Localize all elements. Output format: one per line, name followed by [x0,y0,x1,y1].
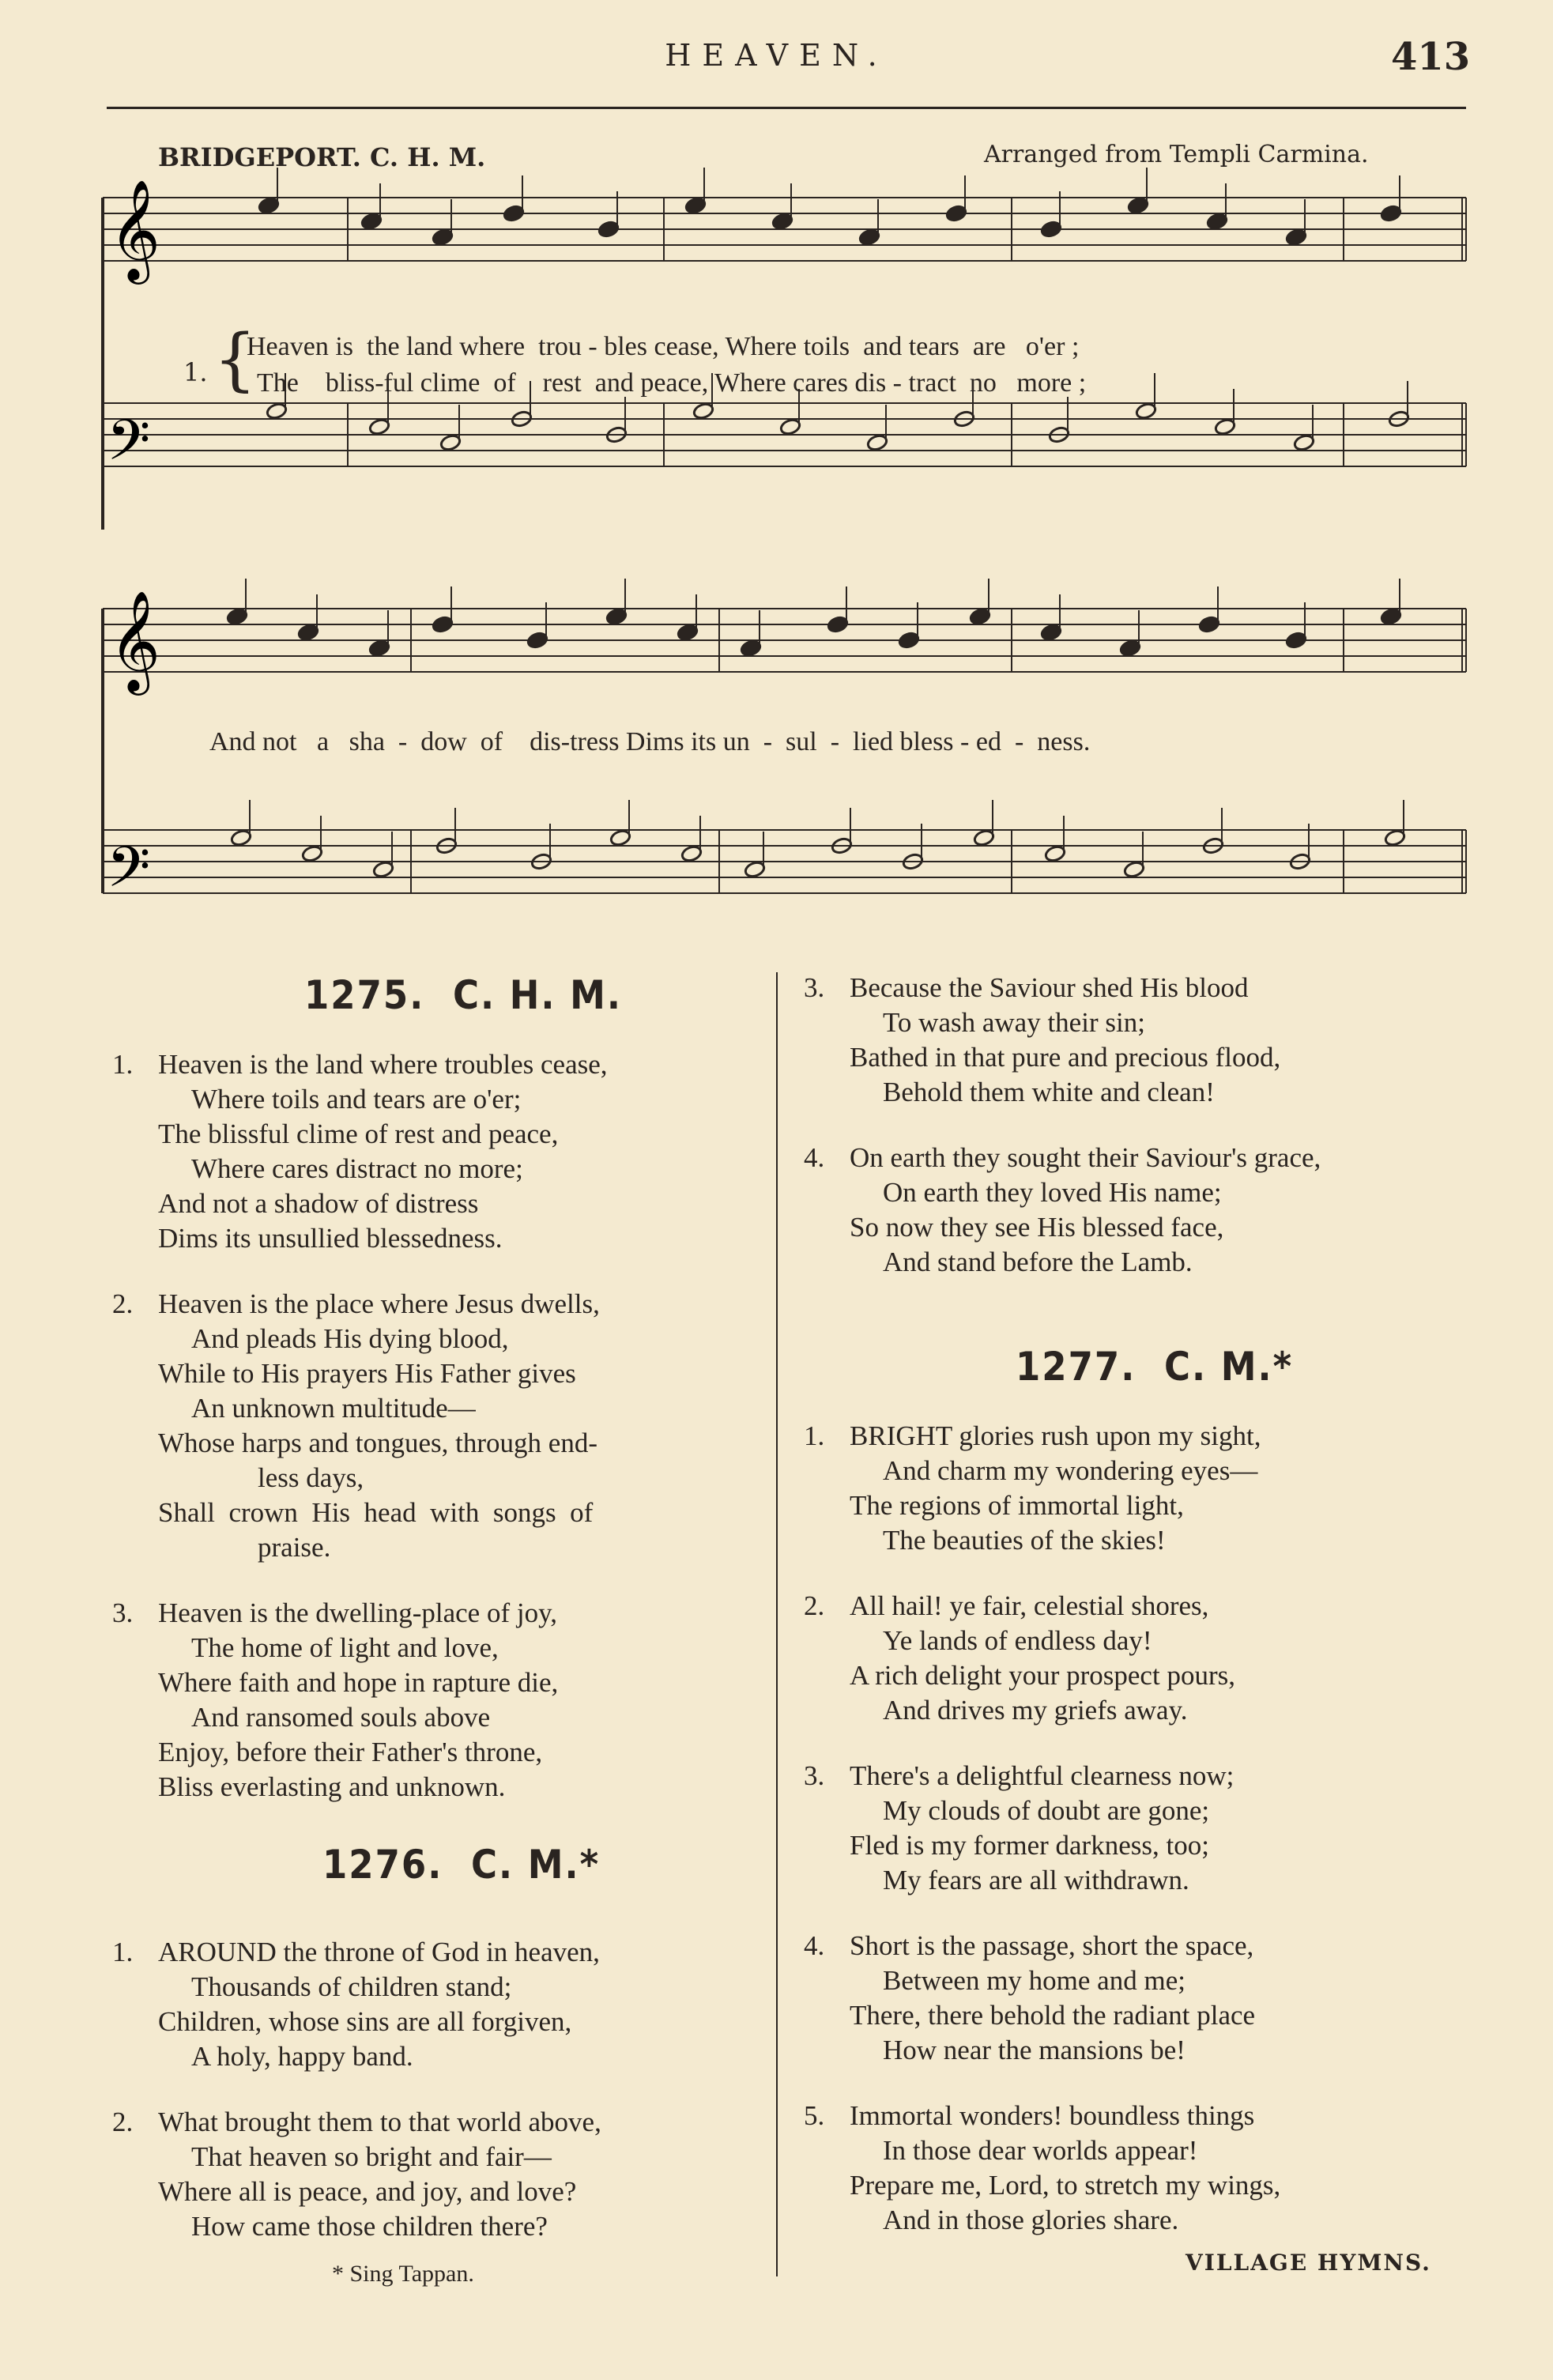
stanza-line: Dims its unsullied blessedness. [158,1223,503,1254]
bass-note [372,860,394,878]
stanza-line: Where all is peace, and joy, and love? [158,2176,577,2207]
bass-note [866,433,888,451]
stanza-line: My clouds of doubt are gone; [883,1795,1210,1826]
treble-note [1040,220,1062,238]
stanza-line: Heaven is the place where Jesus dwells, [158,1288,600,1319]
stanza [112,1287,608,1565]
stanza-line: Bathed in that pure and precious flood, [850,1042,1281,1073]
bass-note [680,844,703,862]
hymn-1276-text-b [804,971,1321,1311]
stanza-line: A holy, happy band. [191,2041,413,2072]
bass-note [1214,417,1236,436]
bass-note [1135,402,1157,420]
treble-note [1040,623,1062,641]
stanza-line: Heaven is the dwelling-place of joy, [158,1597,558,1628]
stanza-line: And drives my griefs away. [883,1695,1188,1726]
stanza-line: The beauties of the skies! [883,1525,1166,1556]
stanza-line: That heaven so bright and fair— [191,2141,552,2172]
stanza-line: The blissful clime of rest and peace, [158,1118,559,1149]
hymn-number: 1276. [322,1842,443,1888]
stanza-number: 4. [804,1142,825,1173]
treble-note [368,639,390,657]
stanza-number: 4. [804,1930,825,1961]
stanza-line: The regions of immortal light, [850,1490,1184,1521]
treble-note [677,623,699,641]
bass-note [1293,433,1315,451]
stanza [112,1047,608,1256]
hymn-1275-heading [304,972,622,1018]
treble-note [432,228,454,246]
bass-note [368,417,390,436]
stanza-line: While to His prayers His Father gives [158,1358,576,1389]
treble-note [1380,204,1402,222]
stanza-line: And charm my wondering eyes— [883,1455,1258,1486]
treble-note [858,228,880,246]
stanza-number: 2. [804,1590,825,1621]
stanza-line: How came those children there? [191,2211,548,2242]
stanza-line: praise. [258,1532,331,1563]
staff-systems [103,168,1466,914]
treble-note [684,196,707,214]
stanza-line: There's a delightful clearness now; [850,1760,1234,1791]
stanza-line: Behold them white and clean! [883,1077,1215,1107]
stanza-line: AROUND the throne of God in heaven, [158,1937,600,1967]
treble-clef: 𝄞 [109,179,161,280]
stanza-line: My fears are all withdrawn. [883,1865,1189,1895]
treble-note [945,204,967,222]
treble-note [526,631,548,649]
stanza [804,1759,1280,1898]
verse-number: 1. [183,357,208,387]
treble-note [1198,615,1220,633]
stanza-line: Children, whose sins are all forgiven, [158,2006,572,2037]
bass-clef: 𝄢 [107,408,151,487]
stanza-number: 2. [112,1288,134,1319]
treble-note [226,607,248,625]
stanza-line: Enjoy, before their Father's throne, [158,1737,543,1767]
hymn-1277-text [804,1419,1281,2269]
stanza-number: 1. [112,1049,134,1080]
treble-note [771,212,793,230]
stanza-line: Thousands of children stand; [191,1971,512,2002]
stanza [804,1589,1280,1728]
stanza-line: BRIGHT glories rush upon my sight, [850,1420,1261,1451]
treble-note [1119,639,1141,657]
treble-note [1285,228,1307,246]
bass-note [266,402,288,420]
stanza-line: And ransomed souls above [191,1702,491,1733]
stanza-number: 5. [804,2100,825,2131]
stanza-line: Prepare me, Lord, to stretch my wings, [850,2170,1281,2201]
stanza-number: 1. [804,1420,825,1451]
stanza [804,1929,1280,2068]
stanza [804,1141,1321,1280]
hymn-meter: C. M.* [1163,1344,1294,1390]
stanza [112,1935,601,2074]
stanza-line: Where toils and tears are o'er; [191,1084,522,1115]
music-score [0,0,1553,949]
source-credit: VILLAGE HYMNS. [1185,2250,1431,2276]
stanza-line: And in those glories share. [883,2205,1179,2235]
hymn-1275-text [112,1047,608,1835]
stanza-line: A rich delight your prospect pours, [850,1660,1235,1691]
stanza-number: 3. [804,972,825,1003]
hymn-meter: C. M.* [470,1842,601,1888]
stanza-line: Where cares distract no more; [191,1153,523,1184]
stanza-number: 1. [112,1937,134,1967]
hymn-number: 1275. [304,972,425,1018]
treble-note [1127,196,1149,214]
stanza-line: less days, [258,1462,364,1493]
hymn-1277-heading [1016,1344,1293,1390]
bass-clef: 𝄢 [107,835,151,914]
treble-note [740,639,762,657]
stanza-line: Ye lands of endless day! [883,1625,1152,1656]
stanza-line: To wash away their sin; [883,1007,1145,1038]
stanza [804,1419,1280,1558]
hymn-number: 1277. [1016,1344,1136,1390]
treble-note [597,220,620,238]
treble-note [360,212,383,230]
stanza-line: Short is the passage, short the space, [850,1930,1254,1961]
stanza-line: Fled is my former darkness, too; [850,1830,1209,1861]
treble-note [969,607,991,625]
stanza-number: 3. [804,1760,825,1791]
lyric-brace: { [213,320,257,399]
stanza-line: An unknown multitude— [191,1393,476,1424]
running-title: HEAVEN. [665,38,888,73]
stanza-line: The home of light and love, [191,1632,499,1663]
hymn-1276-heading [322,1842,600,1888]
bass-note [973,828,995,847]
stanza-line: All hail! ye fair, celestial shores, [850,1590,1209,1621]
bass-note [439,433,462,451]
stanza-number: 3. [112,1597,134,1628]
hymn-meter: C. H. M. [452,972,622,1018]
stanza-line: So now they see His blessed face, [850,1212,1224,1243]
stanza-line: What brought them to that world above, [158,2107,601,2137]
lyric-line-1b: The bliss-ful clime of rest and peace, Where cares dis - tract no more ; [257,368,1087,398]
stanza [112,2105,601,2244]
stanza-line: Immortal wonders! boundless things [850,2100,1255,2131]
treble-note [898,631,920,649]
stanza-line: On earth they sought their Saviour's grace, [850,1142,1321,1173]
lyric-line-1a: Heaven is the land where trou - bles cease, Where toils and tears are o'er ; [247,332,1080,361]
treble-note [1285,631,1307,649]
stanza-line: Between my home and me; [883,1965,1185,1996]
stanza-line: And pleads His dying blood, [191,1323,509,1354]
page-number: 413 [1391,35,1471,79]
treble-note [1206,212,1228,230]
bass-note [1044,844,1066,862]
treble-note [432,615,454,633]
stanza [112,1596,608,1805]
stanza-number: 2. [112,2107,134,2137]
hymn-1276-text-a [112,1935,601,2275]
stanza-line: And stand before the Lamb. [883,1247,1193,1277]
lyric-line-2: And not a sha - dow of dis-tress Dims its un - sul - lied bless - ed - ness. [209,727,1091,756]
treble-note [827,615,849,633]
bass-note [301,844,323,862]
stanza-line: How near the mansions be! [883,2035,1185,2065]
treble-note [258,196,280,214]
bass-note [609,828,631,847]
bass-note [230,828,252,847]
footnote: * Sing Tappan. [332,2261,474,2287]
stanza-line: On earth they loved His name; [883,1177,1222,1208]
stanza-line: And not a shadow of distress [158,1188,479,1219]
treble-note [605,607,628,625]
stanza [804,2099,1281,2238]
stanza-line: Because the Saviour shed His blood [850,972,1249,1003]
bass-note [692,402,714,420]
stanza-line: There, there behold the radiant place [850,2000,1256,2031]
bass-note [1384,828,1406,847]
bass-note [779,417,801,436]
treble-clef: 𝄞 [109,590,161,691]
tune-arranger: Arranged from Templi Carmina. [984,141,1369,168]
treble-note [503,204,525,222]
stanza-line: Heaven is the land where troubles cease, [158,1049,608,1080]
stanza-line: Shall crown His head with songs of [158,1497,594,1528]
treble-note [297,623,319,641]
bass-note [1123,860,1145,878]
treble-note [1380,607,1402,625]
stanza-line: Whose harps and tongues, through end- [158,1428,597,1458]
stanza-line: Bliss everlasting and unknown. [158,1771,506,1802]
stanza [804,971,1321,1110]
tune-name: BRIDGEPORT. C. H. M. [158,142,486,172]
bass-note [744,860,766,878]
stanza-line: Where faith and hope in rapture die, [158,1667,559,1698]
stanza-line: In those dear worlds appear! [883,2135,1198,2166]
column-divider [776,972,778,2276]
